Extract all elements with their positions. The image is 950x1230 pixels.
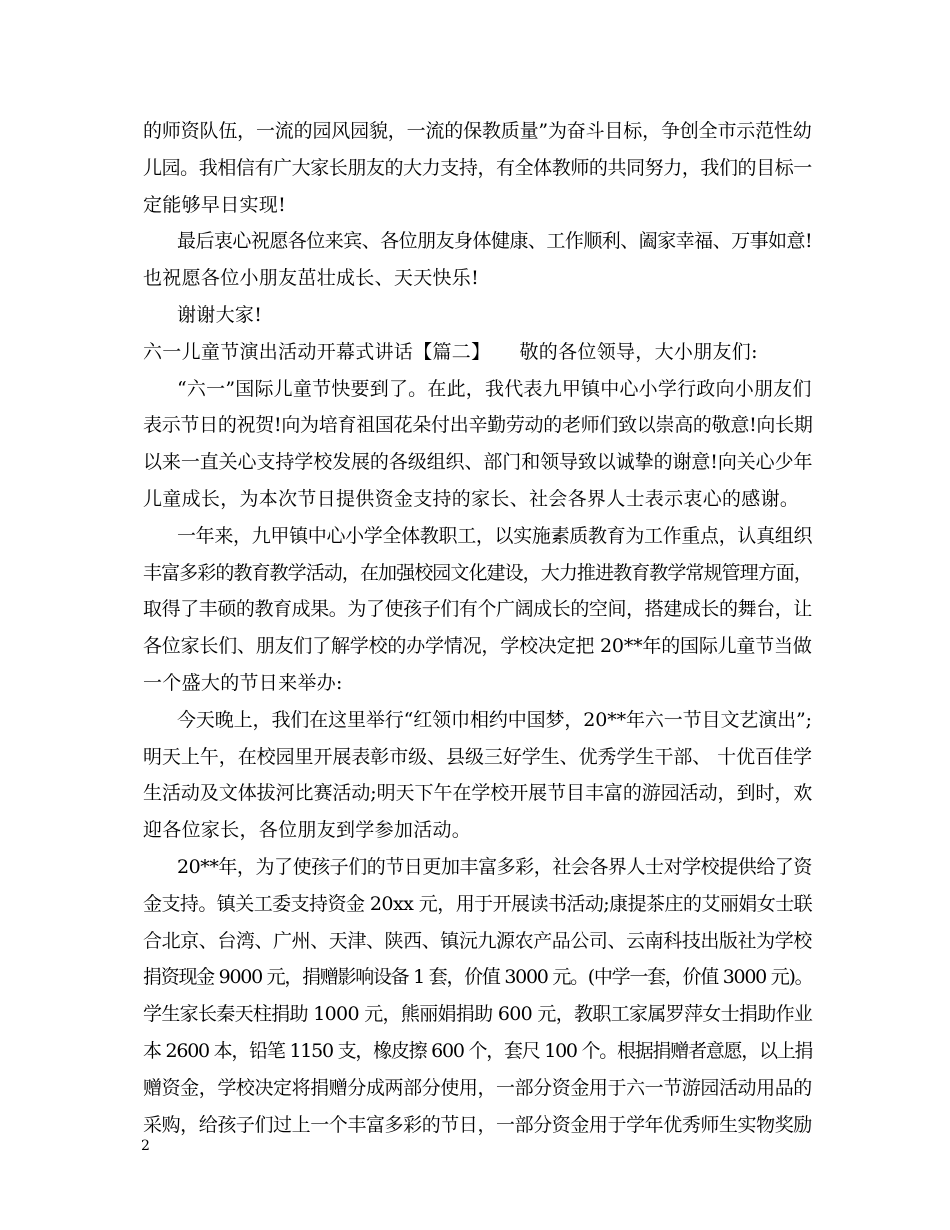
text-line: 捐资现金 9000 元，捐赠影响设备 1 套，价值 3000 元。(中学一套，价值 3000 元)。: [143, 966, 813, 989]
text-line: 各位家长们、朋友们了解学校的办学情况，学校决定把 20**年的国际儿童节当做: [143, 635, 812, 658]
text-line: 学生家长秦天柱捐助 1000 元，熊丽娟捐助 600 元，教职工家属罗萍女士捐助作业: [143, 1003, 813, 1026]
text-line: “六一”国际儿童节快要到了。在此，我代表九甲镇中心小学行政向小朋友们: [177, 377, 812, 400]
text-line: 最后衷心祝愿各位来宾、各位朋友身体健康、工作顺利、阖家幸福、万事如意!: [177, 230, 813, 253]
text-line: 迎各位家长，各位朋友到学参加活动。: [143, 819, 472, 842]
text-line: 以来一直关心支持学校发展的各级组织、部门和领导致以诚挚的谢意!向关心少年: [143, 451, 813, 474]
text-line: 采购，给孩子们过上一个丰富多彩的节日，一部分资金用于学年优秀师生实物奖励: [143, 1113, 812, 1136]
text-line: 谢谢大家!: [177, 304, 263, 326]
text-line: 明天上午，在校园里开展表彰市级、县级三好学生、优秀学生干部、 十优百佳学: [143, 745, 812, 768]
text-line: 一个盛大的节日来举办:: [143, 672, 343, 694]
text-line: 合北京、台湾、广州、天津、陕西、镇沅九源农产品公司、云南科技出版社为学校: [143, 929, 812, 952]
text-line: 也祝愿各位小朋友茁壮成长、天天快乐!: [143, 267, 480, 290]
page-number: 2: [141, 1138, 150, 1154]
text-line: 儿童成长，为本次节日提供资金支持的家长、社会各界人士表示衷心的感谢。: [143, 488, 800, 510]
text-line: 20**年，为了使孩子们的节日更加丰富多彩，社会各界人士对学校提供给了资: [177, 856, 812, 878]
text-line: 赠资金，学校决定将捐赠分成两部分使用，一部分资金用于六一节游园活动用品的: [143, 1076, 812, 1099]
text-line: 的师资队伍，一流的园风园貌，一流的保教质量”为奋斗目标，争创全市示范性幼: [143, 120, 812, 142]
text-line: 今天晚上，我们在这里举行“红领巾相约中国梦，20**年六一节目文艺演出”;: [177, 708, 812, 731]
text-line: 金支持。镇关工委支持资金 20xx 元，用于开展读书活动;康提茶庄的艾丽娟女士联: [143, 892, 813, 915]
text-line: 六一儿童节演出活动开幕式讲话【篇二】 敬的各位领导，大小朋友们:: [143, 340, 758, 363]
text-line: 丰富多彩的教育教学活动，在加强校园文化建设，大力推进教育教学常规管理方面，: [143, 561, 812, 584]
text-line: 本 2600 本，铅笔 1150 支，橡皮擦 600 个，套尺 100 个。根据捐赠者意愿，以上捐: [143, 1040, 813, 1062]
text-line: 取得了丰硕的教育成果。为了使孩子们有个广阔成长的空间，搭建成长的舞台，让: [143, 598, 812, 621]
text-line: 儿园。我相信有广大家长朋友的大力支持，有全体教师的共同努力，我们的目标一: [143, 156, 812, 179]
text-line: 定能够早日实现!: [143, 193, 287, 216]
text-line: 一年来，九甲镇中心小学全体教职工，以实施素质教育为工作重点，认真组织: [177, 524, 813, 547]
text-line: 表示节日的祝贺!向为培育祖国花朵付出辛勤劳动的老师们致以崇高的敬意!向长期: [143, 414, 813, 437]
text-line: 生活动及文体拔河比赛活动;明天下午在学校开展节目丰富的游园活动，到时，欢: [143, 782, 813, 805]
